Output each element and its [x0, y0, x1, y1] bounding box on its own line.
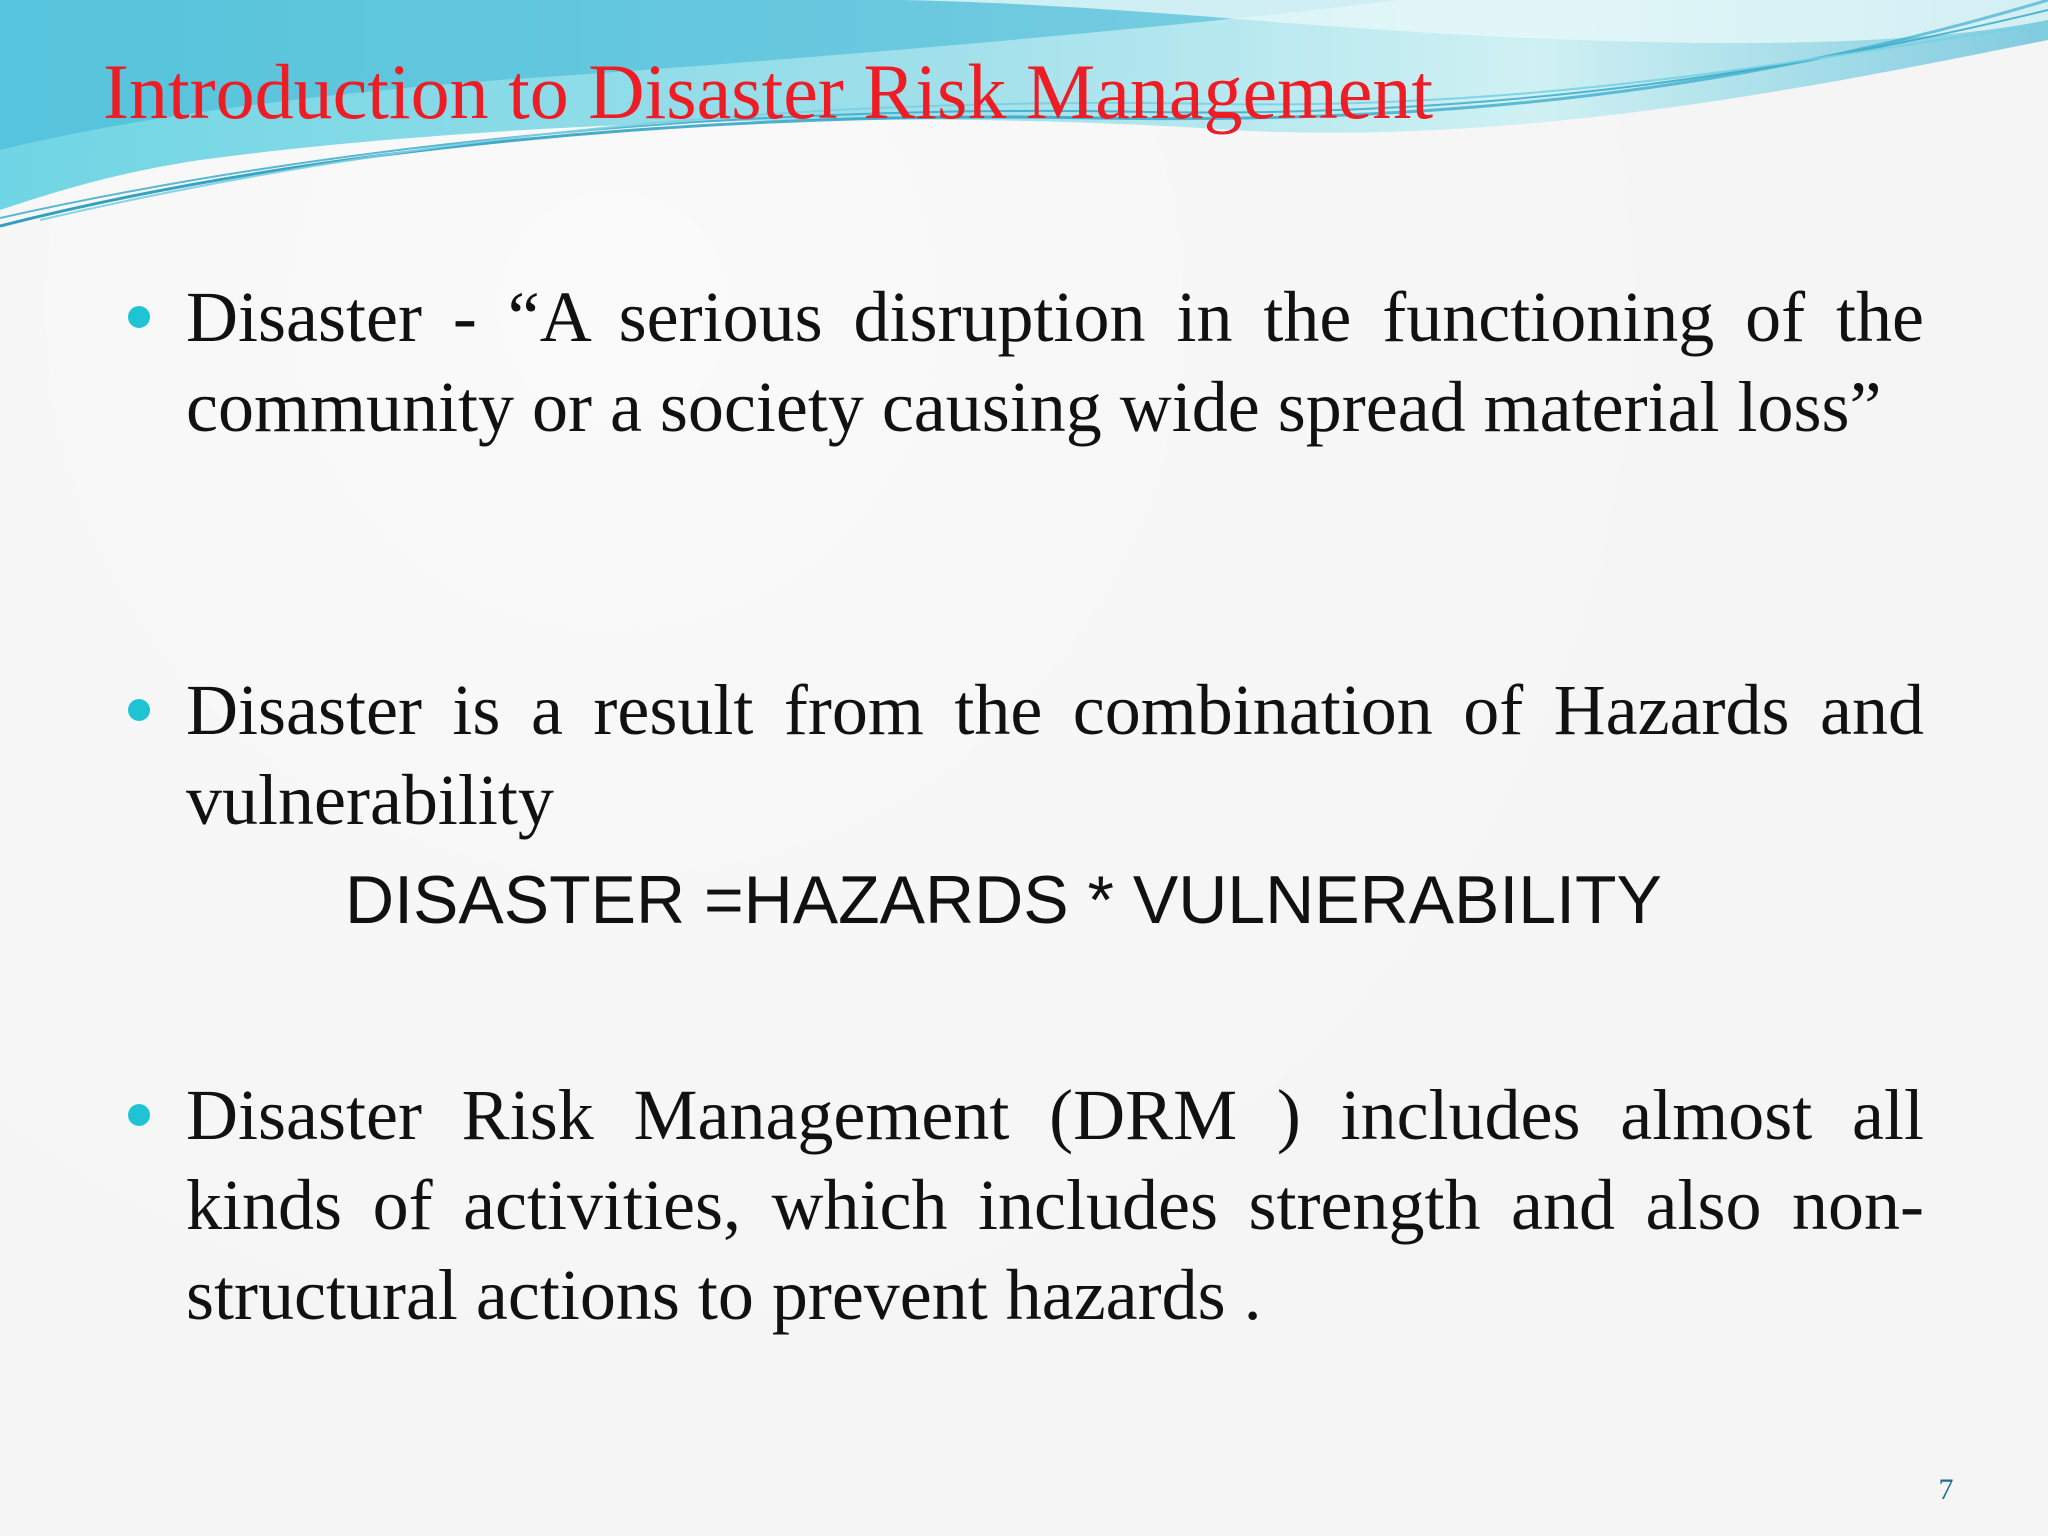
bullet-text: Disaster - “A serious disruption in the functioning of the community or a society causing wide spread material loss” [186, 277, 1924, 447]
bullet-text: Disaster Risk Management (DRM ) includes almost all kinds of activities, which includes strength and also non-structural actions to prevent hazards . [186, 1075, 1924, 1335]
bullet-dot-icon [128, 1104, 150, 1126]
disaster-formula: DISASTER =HAZARDS * VULNERABILITY [345, 862, 1662, 938]
bullet-dot-icon [128, 306, 150, 328]
bullet-dot-icon [128, 699, 150, 721]
bullet-text: Disaster is a result from the combination of Hazards and vulnerability [186, 670, 1924, 840]
bullet-item-disaster-combination [186, 665, 1924, 845]
page-number: 7 [1938, 1473, 1954, 1506]
bullet-item-drm-activities [186, 1070, 1924, 1340]
bullet-item-disaster-definition [186, 272, 1924, 452]
slide-title: Introduction to Disaster Risk Management [103, 48, 1434, 135]
